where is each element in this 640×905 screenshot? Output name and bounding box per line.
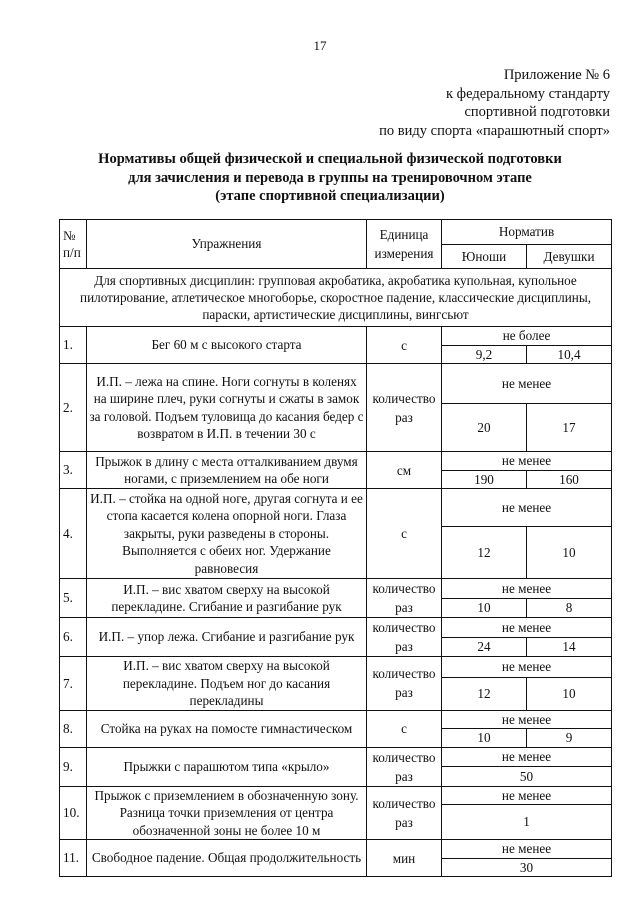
table-row: [60, 786, 612, 805]
row-exercise: И.П. – вис хватом сверху на высокой перекладине. Сгибание и разгибание рук: [87, 579, 367, 618]
row-value-boys: 12: [442, 677, 527, 710]
row-exercise: Прыжок в длину с места отталкиванием двумя ногами, с приземлением на обе ноги: [87, 452, 367, 489]
row-unit: мин: [367, 840, 442, 877]
page-number: 17: [313, 38, 327, 53]
title-line: Нормативы общей физической и специальной физической подготовки: [98, 151, 562, 167]
row-norm-type: не менее: [442, 710, 612, 729]
row-unit: с: [367, 327, 442, 364]
table-row: [60, 618, 612, 638]
row-exercise: И.П. – лежа на спине. Ноги согнуты в коленях на ширине плеч, руки согнуты и сжаты в замок за головой. Подъем туловища до касания бедер с возвратом в И.П. в течении 30 с: [87, 364, 367, 452]
row-value-common: 50: [442, 767, 612, 787]
row-norm-type: не менее: [442, 840, 612, 859]
header-boys: Юноши: [442, 245, 527, 269]
row-unit: количество раз: [367, 618, 442, 657]
title-line: для зачисления и перевода в группы на тренировочном этапе: [128, 169, 532, 186]
row-value-common: 30: [442, 858, 612, 877]
row-number: 2.: [60, 364, 87, 452]
table-header-row: [60, 220, 612, 245]
row-number: 1.: [60, 327, 87, 364]
row-unit: см: [367, 452, 442, 489]
header-norm: Норматив: [442, 220, 612, 245]
section-row: [60, 269, 612, 327]
row-unit: с: [367, 710, 442, 747]
row-exercise: Прыжок с приземлением в обозначенную зону. Разница точки приземления от центра обозначенной зоны не более 10 м: [87, 786, 367, 840]
row-unit: количество раз: [367, 747, 442, 786]
table-row: [60, 657, 612, 678]
row-unit: с: [367, 489, 442, 579]
header-num: № п/п: [60, 220, 87, 269]
row-exercise: И.П. – упор лежа. Сгибание и разгибание рук: [87, 618, 367, 657]
row-norm-type: не менее: [442, 657, 612, 678]
header-unit: Единица измерения: [367, 220, 442, 269]
row-number: 7.: [60, 657, 87, 711]
row-number: 3.: [60, 452, 87, 489]
row-value-girls: 14: [527, 637, 612, 657]
row-value-boys: 24: [442, 637, 527, 657]
row-number: 4.: [60, 489, 87, 579]
row-exercise: Стойка на руках на помосте гимнастическом: [87, 710, 367, 747]
row-value-girls: 8: [527, 598, 612, 618]
row-value-girls: 9: [527, 729, 612, 748]
row-number: 10.: [60, 786, 87, 840]
section-description: Для спортивных дисциплин: групповая акробатика, акробатика купольная, купольное пилотирование, атлетическое многоборье, скоростное падение, классические дисциплины, параски, артистические дисциплины, вингсьют: [60, 269, 612, 327]
row-value-girls: 17: [527, 404, 612, 452]
row-value-girls: 10,4: [527, 345, 612, 364]
appendix-line: по виду спорта «парашютный спорт»: [379, 122, 610, 139]
row-exercise: Свободное падение. Общая продолжительность: [87, 840, 367, 877]
row-value-boys: 9,2: [442, 345, 527, 364]
row-norm-type: не менее: [442, 489, 612, 527]
table-row: [60, 579, 612, 599]
table-row: [60, 710, 612, 729]
appendix-line: Приложение № 6: [503, 67, 610, 83]
norms-table: [59, 219, 612, 877]
title-line: (этапе спортивной специализации): [215, 188, 445, 204]
row-value-girls: 10: [527, 527, 612, 579]
row-norm-type: не менее: [442, 364, 612, 404]
table-row: [60, 364, 612, 404]
table-row: [60, 747, 612, 767]
row-exercise: И.П. – вис хватом сверху на высокой перекладине. Подъем ног до касания перекладины: [87, 657, 367, 711]
row-exercise: Прыжки с парашютом типа «крыло»: [87, 747, 367, 786]
table-row: [60, 489, 612, 527]
row-exercise: И.П. – стойка на одной ноге, другая согнута и ее стопа касается колена опорной ноги. Глаза закрыты, руки разведены в стороны. Выполняется с обеих ног. Удержание равновесия: [87, 489, 367, 579]
row-norm-type: не менее: [442, 618, 612, 638]
row-value-boys: 12: [442, 527, 527, 579]
row-norm-type: не менее: [442, 452, 612, 471]
row-norm-type: не более: [442, 327, 612, 346]
header-exercise: Упражнения: [87, 220, 367, 269]
row-value-boys: 20: [442, 404, 527, 452]
row-value-boys: 190: [442, 470, 527, 489]
row-norm-type: не менее: [442, 579, 612, 599]
row-number: 9.: [60, 747, 87, 786]
row-exercise: Бег 60 м с высокого старта: [87, 327, 367, 364]
row-number: 8.: [60, 710, 87, 747]
row-value-boys: 10: [442, 729, 527, 748]
row-norm-type: не менее: [442, 747, 612, 767]
row-norm-type: не менее: [442, 786, 612, 805]
row-unit: количество раз: [367, 364, 442, 452]
table-row: [60, 452, 612, 471]
appendix-block: [379, 66, 610, 140]
header-girls: Девушки: [527, 245, 612, 269]
row-number: 11.: [60, 840, 87, 877]
row-number: 5.: [60, 579, 87, 618]
row-unit: количество раз: [367, 786, 442, 840]
row-value-girls: 160: [527, 470, 612, 489]
row-value-girls: 10: [527, 677, 612, 710]
document-title: [60, 150, 600, 206]
row-unit: количество раз: [367, 579, 442, 618]
table-row: [60, 327, 612, 346]
table-row: [60, 840, 612, 859]
appendix-line: спортивной подготовки: [464, 104, 610, 120]
row-number: 6.: [60, 618, 87, 657]
row-value-common: 1: [442, 805, 612, 840]
row-value-boys: 10: [442, 598, 527, 618]
row-unit: количество раз: [367, 657, 442, 711]
appendix-line: к федеральному стандарту: [446, 85, 610, 102]
